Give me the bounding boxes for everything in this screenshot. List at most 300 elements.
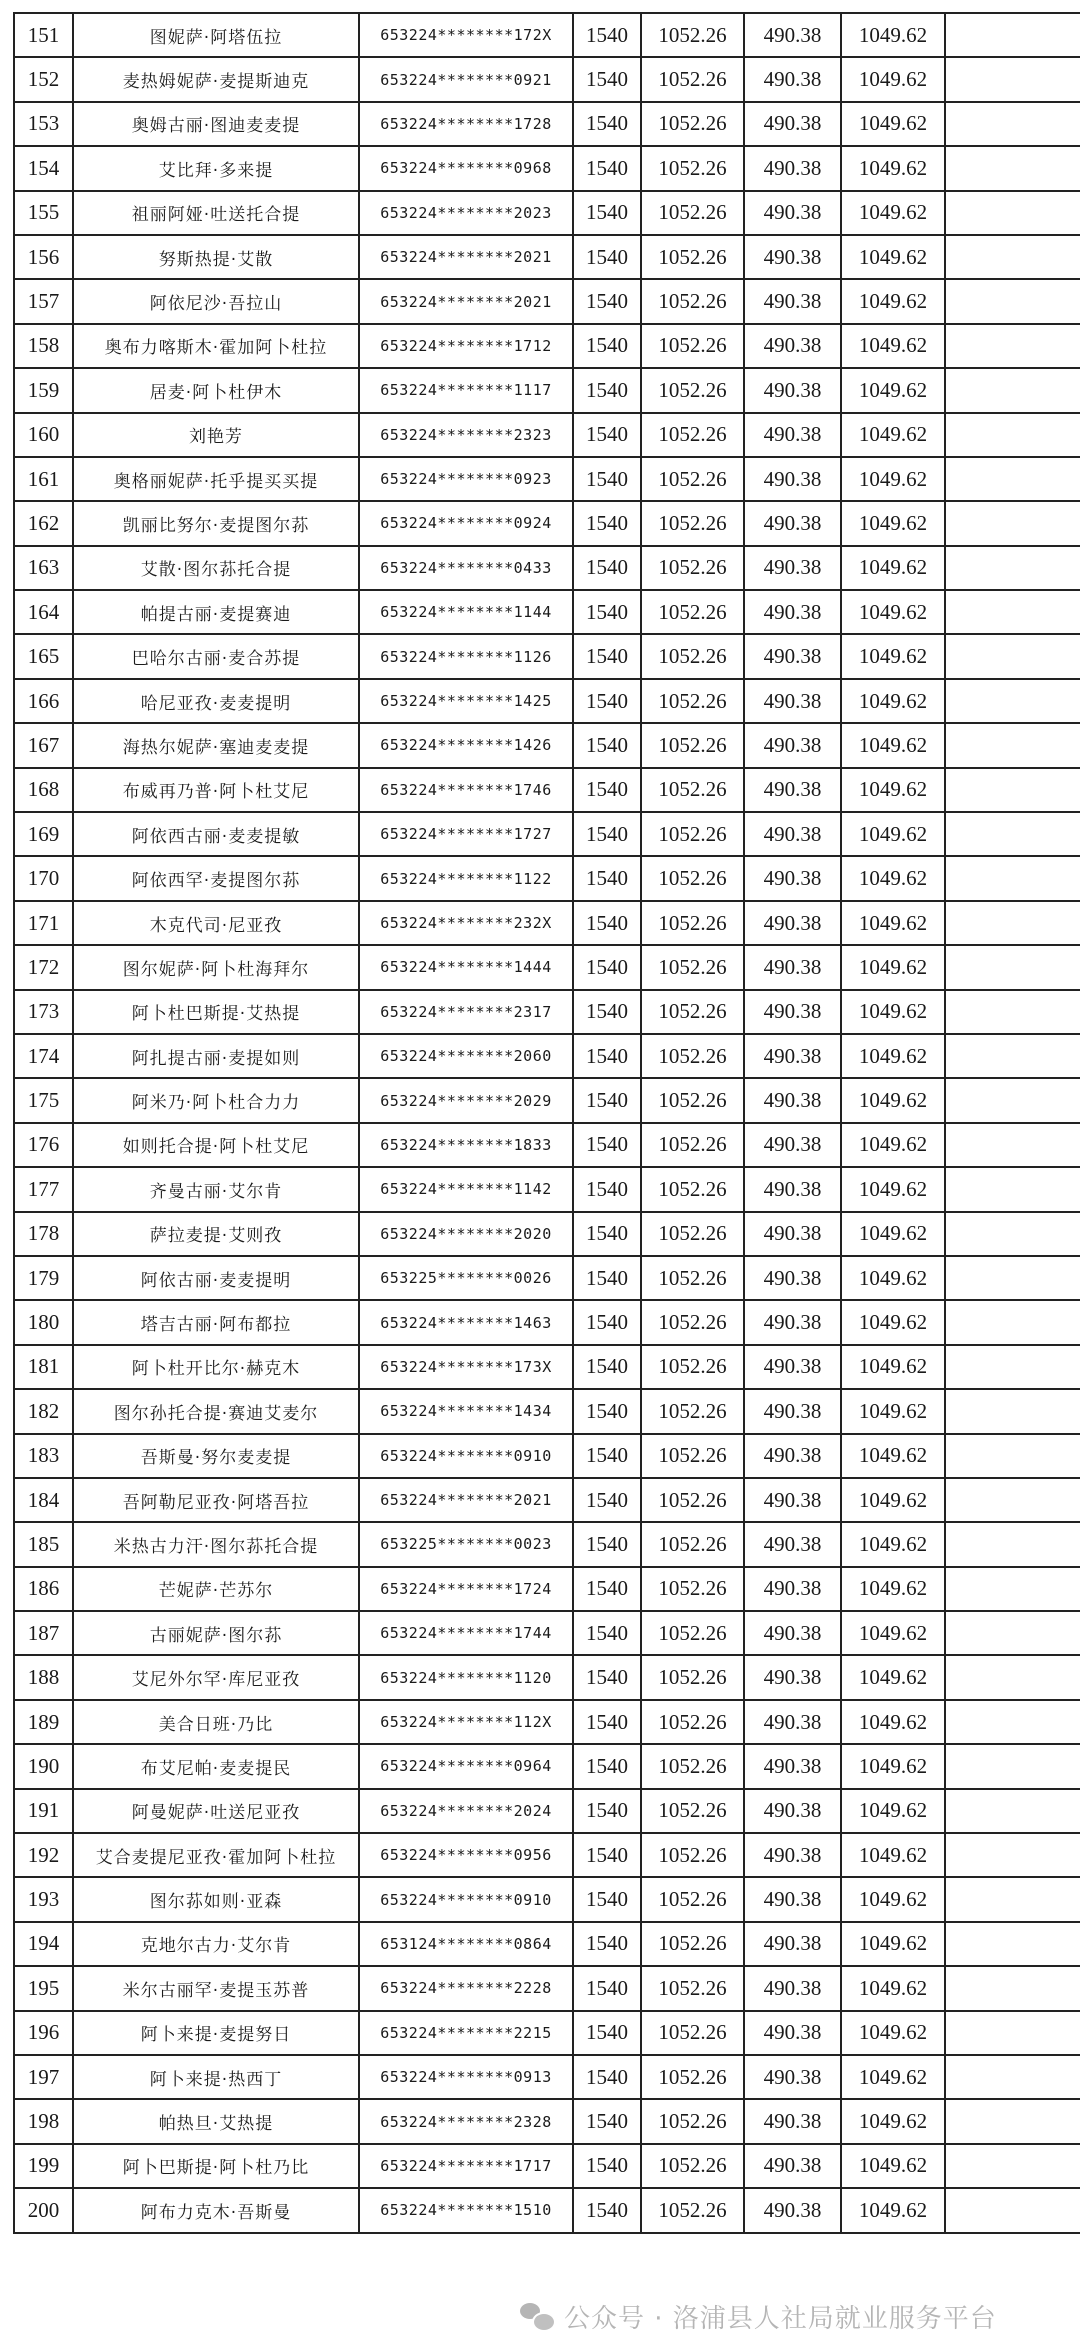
amount-4: 1049.62: [841, 634, 945, 678]
row-number: 157: [14, 279, 73, 323]
table-row: [14, 546, 1080, 590]
id-number: 653124********0864: [359, 1922, 573, 1966]
amount-1: 1540: [573, 146, 641, 190]
amount-4: 1049.62: [841, 501, 945, 545]
person-name: 阿卜来提·热西丁: [73, 2055, 359, 2099]
row-number: 170: [14, 856, 73, 900]
amount-2: 1052.26: [641, 634, 744, 678]
empty-cell: [945, 856, 1080, 900]
amount-1: 1540: [573, 13, 641, 57]
amount-1: 1540: [573, 1434, 641, 1478]
amount-1: 1540: [573, 2188, 641, 2232]
id-number: 653224********2021: [359, 235, 573, 279]
empty-cell: [945, 2099, 1080, 2143]
amount-4: 1049.62: [841, 1478, 945, 1522]
amount-2: 1052.26: [641, 546, 744, 590]
person-name: 阿依西罕·麦提图尔荪: [73, 856, 359, 900]
table-row: [14, 1611, 1080, 1655]
amount-2: 1052.26: [641, 102, 744, 146]
id-number: 653224********1144: [359, 590, 573, 634]
amount-1: 1540: [573, 1212, 641, 1256]
row-number: 175: [14, 1078, 73, 1122]
amount-1: 1540: [573, 501, 641, 545]
amount-2: 1052.26: [641, 812, 744, 856]
table-row: [14, 2099, 1080, 2143]
amount-2: 1052.26: [641, 1655, 744, 1699]
row-number: 158: [14, 324, 73, 368]
id-number: 653224********0923: [359, 457, 573, 501]
person-name: 阿米乃·阿卜杜合力力: [73, 1078, 359, 1122]
amount-1: 1540: [573, 1123, 641, 1167]
person-name: 齐曼古丽·艾尔肯: [73, 1167, 359, 1211]
row-number: 199: [14, 2144, 73, 2188]
id-number: 653224********1744: [359, 1611, 573, 1655]
row-number: 181: [14, 1345, 73, 1389]
amount-4: 1049.62: [841, 546, 945, 590]
row-number: 185: [14, 1522, 73, 1566]
amount-2: 1052.26: [641, 235, 744, 279]
amount-2: 1052.26: [641, 679, 744, 723]
person-name: 艾散·图尔荪托合提: [73, 546, 359, 590]
amount-1: 1540: [573, 57, 641, 101]
document-page: [13, 12, 1080, 2234]
amount-4: 1049.62: [841, 768, 945, 812]
amount-2: 1052.26: [641, 1123, 744, 1167]
empty-cell: [945, 1833, 1080, 1877]
table-row: [14, 1123, 1080, 1167]
empty-cell: [945, 679, 1080, 723]
table-row: [14, 634, 1080, 678]
person-name: 帕热旦·艾热提: [73, 2099, 359, 2143]
amount-4: 1049.62: [841, 413, 945, 457]
amount-2: 1052.26: [641, 1256, 744, 1300]
amount-4: 1049.62: [841, 1078, 945, 1122]
amount-2: 1052.26: [641, 457, 744, 501]
row-number: 186: [14, 1567, 73, 1611]
table-row: [14, 768, 1080, 812]
empty-cell: [945, 146, 1080, 190]
amount-1: 1540: [573, 901, 641, 945]
table-row: [14, 368, 1080, 412]
amount-1: 1540: [573, 2011, 641, 2055]
empty-cell: [945, 57, 1080, 101]
row-number: 195: [14, 1966, 73, 2010]
table-row: [14, 57, 1080, 101]
id-number: 653224********1426: [359, 723, 573, 767]
table-row: [14, 1300, 1080, 1344]
empty-cell: [945, 501, 1080, 545]
amount-4: 1049.62: [841, 1744, 945, 1788]
id-number: 653224********1122: [359, 856, 573, 900]
amount-3: 490.38: [744, 679, 841, 723]
amount-4: 1049.62: [841, 1389, 945, 1433]
empty-cell: [945, 13, 1080, 57]
empty-cell: [945, 102, 1080, 146]
amount-1: 1540: [573, 1300, 641, 1344]
table-row: [14, 901, 1080, 945]
empty-cell: [945, 1877, 1080, 1921]
id-number: 653224********0910: [359, 1877, 573, 1921]
amount-2: 1052.26: [641, 1034, 744, 1078]
empty-cell: [945, 1611, 1080, 1655]
amount-4: 1049.62: [841, 990, 945, 1034]
amount-2: 1052.26: [641, 1833, 744, 1877]
table-row: [14, 1256, 1080, 1300]
person-name: 布艾尼帕·麦麦提民: [73, 1744, 359, 1788]
amount-3: 490.38: [744, 1655, 841, 1699]
amount-1: 1540: [573, 1078, 641, 1122]
amount-1: 1540: [573, 2144, 641, 2188]
amount-1: 1540: [573, 1966, 641, 2010]
amount-3: 490.38: [744, 1256, 841, 1300]
amount-2: 1052.26: [641, 501, 744, 545]
id-number: 653224********2323: [359, 413, 573, 457]
amount-1: 1540: [573, 2099, 641, 2143]
row-number: 174: [14, 1034, 73, 1078]
amount-3: 490.38: [744, 1611, 841, 1655]
amount-2: 1052.26: [641, 2188, 744, 2232]
row-number: 154: [14, 146, 73, 190]
person-name: 努斯热提·艾散: [73, 235, 359, 279]
id-number: 653224********2029: [359, 1078, 573, 1122]
id-number: 653224********0924: [359, 501, 573, 545]
empty-cell: [945, 990, 1080, 1034]
empty-cell: [945, 1567, 1080, 1611]
amount-2: 1052.26: [641, 1078, 744, 1122]
row-number: 194: [14, 1922, 73, 1966]
row-number: 169: [14, 812, 73, 856]
amount-1: 1540: [573, 235, 641, 279]
amount-1: 1540: [573, 2055, 641, 2099]
amount-2: 1052.26: [641, 723, 744, 767]
amount-4: 1049.62: [841, 1123, 945, 1167]
id-number: 653224********2060: [359, 1034, 573, 1078]
amount-3: 490.38: [744, 368, 841, 412]
id-number: 653224********0956: [359, 1833, 573, 1877]
amount-2: 1052.26: [641, 2099, 744, 2143]
row-number: 189: [14, 1700, 73, 1744]
table-row: [14, 279, 1080, 323]
amount-4: 1049.62: [841, 191, 945, 235]
amount-1: 1540: [573, 945, 641, 989]
amount-3: 490.38: [744, 1167, 841, 1211]
empty-cell: [945, 546, 1080, 590]
amount-3: 490.38: [744, 1522, 841, 1566]
amount-3: 490.38: [744, 1300, 841, 1344]
id-number: 653224********0921: [359, 57, 573, 101]
amount-1: 1540: [573, 324, 641, 368]
person-name: 阿依古丽·麦麦提明: [73, 1256, 359, 1300]
id-number: 653224********0913: [359, 2055, 573, 2099]
amount-3: 490.38: [744, 457, 841, 501]
amount-4: 1049.62: [841, 1877, 945, 1921]
amount-2: 1052.26: [641, 590, 744, 634]
amount-4: 1049.62: [841, 1789, 945, 1833]
id-number: 653224********1463: [359, 1300, 573, 1344]
amount-3: 490.38: [744, 1389, 841, 1433]
empty-cell: [945, 235, 1080, 279]
empty-cell: [945, 768, 1080, 812]
amount-1: 1540: [573, 1833, 641, 1877]
row-number: 178: [14, 1212, 73, 1256]
amount-1: 1540: [573, 1877, 641, 1921]
person-name: 阿布力克木·吾斯曼: [73, 2188, 359, 2232]
person-name: 吾阿勒尼亚孜·阿塔吾拉: [73, 1478, 359, 1522]
table-row: [14, 1345, 1080, 1389]
amount-2: 1052.26: [641, 146, 744, 190]
amount-1: 1540: [573, 1034, 641, 1078]
table-row: [14, 1478, 1080, 1522]
amount-4: 1049.62: [841, 146, 945, 190]
empty-cell: [945, 1789, 1080, 1833]
subsidy-table: [13, 12, 1080, 2234]
amount-1: 1540: [573, 1922, 641, 1966]
amount-3: 490.38: [744, 2011, 841, 2055]
table-row: [14, 146, 1080, 190]
id-number: 653225********0026: [359, 1256, 573, 1300]
amount-2: 1052.26: [641, 13, 744, 57]
table-row: [14, 102, 1080, 146]
row-number: 200: [14, 2188, 73, 2232]
person-name: 奥姆古丽·图迪麦麦提: [73, 102, 359, 146]
amount-2: 1052.26: [641, 1877, 744, 1921]
amount-1: 1540: [573, 1167, 641, 1211]
amount-2: 1052.26: [641, 901, 744, 945]
empty-cell: [945, 1522, 1080, 1566]
table-row: [14, 856, 1080, 900]
amount-2: 1052.26: [641, 990, 744, 1034]
amount-3: 490.38: [744, 634, 841, 678]
person-name: 居麦·阿卜杜伊木: [73, 368, 359, 412]
row-number: 192: [14, 1833, 73, 1877]
id-number: 653224********1727: [359, 812, 573, 856]
amount-1: 1540: [573, 546, 641, 590]
id-number: 653224********0433: [359, 546, 573, 590]
amount-4: 1049.62: [841, 324, 945, 368]
empty-cell: [945, 1478, 1080, 1522]
id-number: 653224********1126: [359, 634, 573, 678]
empty-cell: [945, 634, 1080, 678]
person-name: 美合日班·乃比: [73, 1700, 359, 1744]
empty-cell: [945, 368, 1080, 412]
amount-4: 1049.62: [841, 1833, 945, 1877]
amount-2: 1052.26: [641, 945, 744, 989]
person-name: 图尔妮萨·阿卜杜海拜尔: [73, 945, 359, 989]
amount-2: 1052.26: [641, 1700, 744, 1744]
amount-1: 1540: [573, 723, 641, 767]
table-row: [14, 1833, 1080, 1877]
table-row: [14, 945, 1080, 989]
row-number: 179: [14, 1256, 73, 1300]
empty-cell: [945, 1256, 1080, 1300]
person-name: 刘艳芳: [73, 413, 359, 457]
amount-3: 490.38: [744, 1478, 841, 1522]
amount-3: 490.38: [744, 1922, 841, 1966]
id-number: 653224********2021: [359, 279, 573, 323]
amount-3: 490.38: [744, 2099, 841, 2143]
amount-1: 1540: [573, 1700, 641, 1744]
amount-3: 490.38: [744, 1966, 841, 2010]
amount-4: 1049.62: [841, 235, 945, 279]
amount-2: 1052.26: [641, 1922, 744, 1966]
empty-cell: [945, 1655, 1080, 1699]
amount-3: 490.38: [744, 146, 841, 190]
person-name: 阿卜巴斯提·阿卜杜乃比: [73, 2144, 359, 2188]
person-name: 海热尔妮萨·塞迪麦麦提: [73, 723, 359, 767]
row-number: 151: [14, 13, 73, 57]
amount-3: 490.38: [744, 102, 841, 146]
amount-2: 1052.26: [641, 2055, 744, 2099]
amount-4: 1049.62: [841, 1300, 945, 1344]
amount-4: 1049.62: [841, 856, 945, 900]
amount-4: 1049.62: [841, 1434, 945, 1478]
id-number: 653224********1746: [359, 768, 573, 812]
amount-4: 1049.62: [841, 812, 945, 856]
amount-3: 490.38: [744, 324, 841, 368]
row-number: 164: [14, 590, 73, 634]
amount-4: 1049.62: [841, 679, 945, 723]
table-row: [14, 1212, 1080, 1256]
row-number: 173: [14, 990, 73, 1034]
table-row: [14, 723, 1080, 767]
amount-3: 490.38: [744, 1212, 841, 1256]
id-number: 653224********1425: [359, 679, 573, 723]
table-row: [14, 2188, 1080, 2232]
amount-1: 1540: [573, 1611, 641, 1655]
table-row: [14, 1789, 1080, 1833]
amount-2: 1052.26: [641, 1300, 744, 1344]
person-name: 艾合麦提尼亚孜·霍加阿卜杜拉: [73, 1833, 359, 1877]
person-name: 萨拉麦提·艾则孜: [73, 1212, 359, 1256]
amount-2: 1052.26: [641, 1212, 744, 1256]
table-row: [14, 1922, 1080, 1966]
person-name: 奥格丽妮萨·托乎提买买提: [73, 457, 359, 501]
person-name: 吾斯曼·努尔麦麦提: [73, 1434, 359, 1478]
row-number: 153: [14, 102, 73, 146]
row-number: 160: [14, 413, 73, 457]
person-name: 阿卜杜开比尔·赫克木: [73, 1345, 359, 1389]
id-number: 653224********2023: [359, 191, 573, 235]
empty-cell: [945, 945, 1080, 989]
amount-2: 1052.26: [641, 768, 744, 812]
row-number: 191: [14, 1789, 73, 1833]
amount-4: 1049.62: [841, 457, 945, 501]
amount-2: 1052.26: [641, 2011, 744, 2055]
id-number: 653224********1120: [359, 1655, 573, 1699]
amount-4: 1049.62: [841, 2144, 945, 2188]
table-row: [14, 235, 1080, 279]
id-number: 653224********1444: [359, 945, 573, 989]
amount-4: 1049.62: [841, 1167, 945, 1211]
amount-3: 490.38: [744, 413, 841, 457]
amount-3: 490.38: [744, 546, 841, 590]
amount-2: 1052.26: [641, 1389, 744, 1433]
id-number: 653224********1510: [359, 2188, 573, 2232]
row-number: 159: [14, 368, 73, 412]
empty-cell: [945, 191, 1080, 235]
amount-3: 490.38: [744, 723, 841, 767]
amount-1: 1540: [573, 191, 641, 235]
amount-2: 1052.26: [641, 1434, 744, 1478]
amount-3: 490.38: [744, 945, 841, 989]
id-number: 653224********2020: [359, 1212, 573, 1256]
amount-4: 1049.62: [841, 2011, 945, 2055]
empty-cell: [945, 2011, 1080, 2055]
wechat-icon: [520, 2301, 554, 2331]
id-number: 653224********0964: [359, 1744, 573, 1788]
empty-cell: [945, 1300, 1080, 1344]
row-number: 156: [14, 235, 73, 279]
empty-cell: [945, 1966, 1080, 2010]
id-number: 653224********0910: [359, 1434, 573, 1478]
id-number: 653224********1712: [359, 324, 573, 368]
row-number: 168: [14, 768, 73, 812]
watermark: [520, 2296, 997, 2336]
amount-2: 1052.26: [641, 1744, 744, 1788]
table-row: [14, 1655, 1080, 1699]
row-number: 182: [14, 1389, 73, 1433]
amount-3: 490.38: [744, 57, 841, 101]
empty-cell: [945, 1345, 1080, 1389]
amount-3: 490.38: [744, 191, 841, 235]
amount-1: 1540: [573, 990, 641, 1034]
id-number: 653224********1142: [359, 1167, 573, 1211]
amount-3: 490.38: [744, 2144, 841, 2188]
row-number: 165: [14, 634, 73, 678]
row-number: 190: [14, 1744, 73, 1788]
amount-1: 1540: [573, 768, 641, 812]
empty-cell: [945, 413, 1080, 457]
person-name: 艾尼外尔罕·库尼亚孜: [73, 1655, 359, 1699]
amount-2: 1052.26: [641, 1567, 744, 1611]
amount-1: 1540: [573, 856, 641, 900]
person-name: 巴哈尔古丽·麦合苏提: [73, 634, 359, 678]
amount-3: 490.38: [744, 1789, 841, 1833]
amount-4: 1049.62: [841, 1212, 945, 1256]
amount-2: 1052.26: [641, 856, 744, 900]
person-name: 凯丽比努尔·麦提图尔荪: [73, 501, 359, 545]
table-row: [14, 1877, 1080, 1921]
amount-3: 490.38: [744, 2055, 841, 2099]
table-row: [14, 2144, 1080, 2188]
id-number: 653224********2215: [359, 2011, 573, 2055]
person-name: 古丽妮萨·图尔荪: [73, 1611, 359, 1655]
amount-3: 490.38: [744, 812, 841, 856]
amount-2: 1052.26: [641, 413, 744, 457]
row-number: 171: [14, 901, 73, 945]
empty-cell: [945, 1212, 1080, 1256]
empty-cell: [945, 279, 1080, 323]
empty-cell: [945, 1123, 1080, 1167]
amount-1: 1540: [573, 1789, 641, 1833]
person-name: 阿依尼沙·吾拉山: [73, 279, 359, 323]
table-row: [14, 1034, 1080, 1078]
person-name: 如则托合提·阿卜杜艾尼: [73, 1123, 359, 1167]
person-name: 祖丽阿娅·吐送托合提: [73, 191, 359, 235]
table-row: [14, 324, 1080, 368]
amount-1: 1540: [573, 102, 641, 146]
person-name: 阿扎提古丽·麦提如则: [73, 1034, 359, 1078]
amount-3: 490.38: [744, 1833, 841, 1877]
person-name: 图尔荪如则·亚森: [73, 1877, 359, 1921]
amount-2: 1052.26: [641, 1966, 744, 2010]
amount-4: 1049.62: [841, 945, 945, 989]
amount-4: 1049.62: [841, 1611, 945, 1655]
row-number: 177: [14, 1167, 73, 1211]
person-name: 麦热姆妮萨·麦提斯迪克: [73, 57, 359, 101]
table-row: [14, 413, 1080, 457]
amount-4: 1049.62: [841, 279, 945, 323]
